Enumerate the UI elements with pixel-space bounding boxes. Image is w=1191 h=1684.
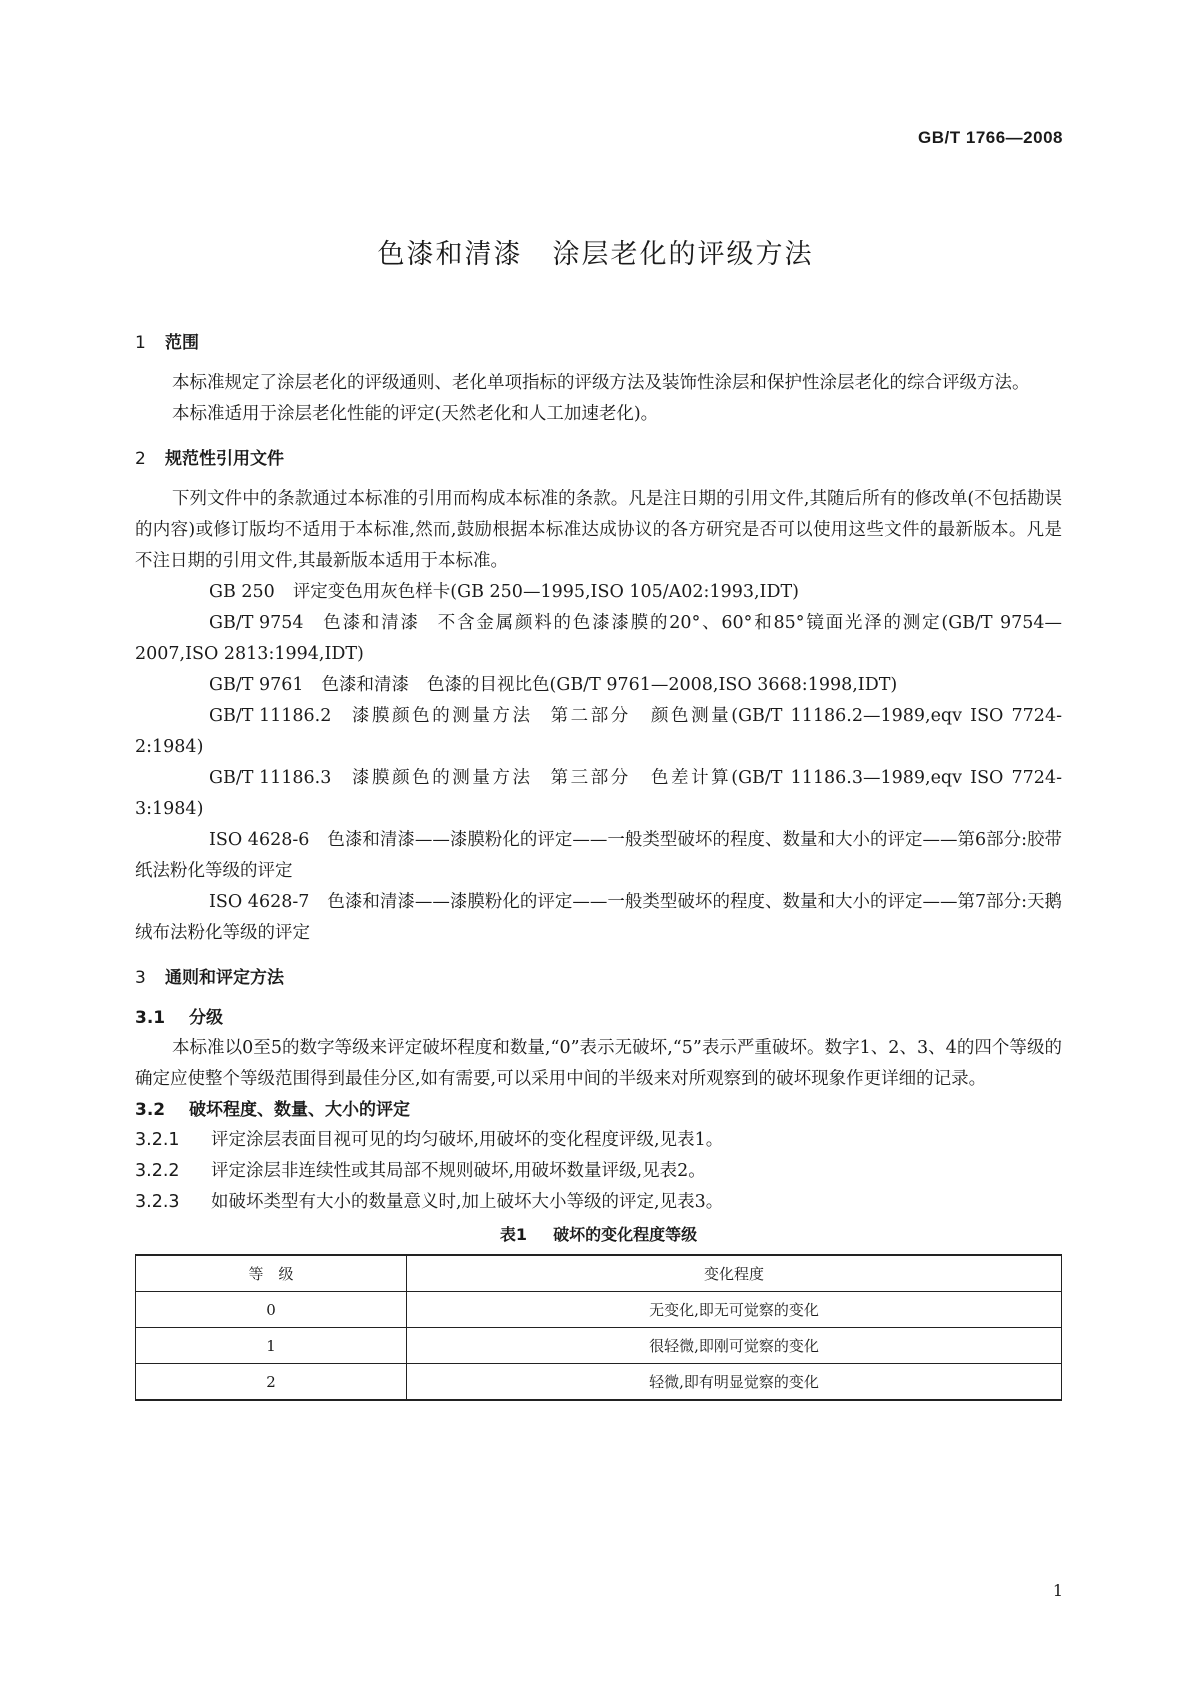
reference-item	[135, 763, 1062, 825]
table-row	[136, 1364, 1062, 1401]
reference-detail: 第三部分 色差计算(GB/T 11186.3—1989,eqv ISO 7724-3:1984)	[135, 768, 1062, 819]
reference-name: 色漆和清漆	[321, 613, 420, 633]
paragraph: 本标准适用于涂层老化性能的评定(天然老化和人工加速老化)。	[172, 404, 659, 424]
reference-name: 评定变色用灰色样卡(GB 250—1995,ISO 105/A02:1993,IDT)	[292, 582, 799, 602]
paragraph: 本标准以0至5的数字等级来评定破坏程度和数量,“0”表示无破坏,“5”表示严重破坏。数字1、2、3、4的四个等级的确定应使整个等级范围得到最佳分区,如有需要,可以采用中间的半级来对所观察到的破坏现象作更详细的记录。	[135, 1038, 1062, 1089]
section-number: 1	[135, 333, 146, 353]
clause-item	[135, 1125, 1062, 1156]
section-number: 2	[135, 449, 146, 469]
reference-code: GB/T 11186.2	[209, 706, 332, 726]
page-number: 1	[1052, 1581, 1063, 1600]
table-row	[136, 1292, 1062, 1328]
reference-detail: 色漆的目视比色(GB/T 9761—2008,ISO 3668:1998,IDT)	[427, 675, 898, 695]
reference-name: 色漆和清漆	[321, 675, 410, 695]
subsection-number: 3.2	[135, 1100, 166, 1120]
clause-text: 如破坏类型有大小的数量意义时,加上破坏大小等级的评定,见表3。	[211, 1192, 724, 1212]
reference-code: GB/T 9754	[209, 613, 304, 633]
subsection-title: 分级	[189, 1008, 223, 1028]
table-cell-degree: 很轻微,即刚可觉察的变化	[407, 1328, 1062, 1364]
document-body	[135, 328, 1062, 1401]
reference-code: ISO 4628-6	[209, 830, 310, 850]
grade-table	[135, 1254, 1062, 1401]
subsection-3-1-heading	[135, 1003, 1062, 1033]
reference-detail: 第二部分 颜色测量(GB/T 11186.2—1989,eqv ISO 7724-2:1984)	[135, 706, 1062, 757]
clause-number: 3.2.3	[135, 1192, 180, 1212]
subsection-3-2-heading	[135, 1095, 1062, 1125]
reference-item	[135, 887, 1062, 949]
clause-number: 3.2.1	[135, 1130, 180, 1150]
table-header-grade: 等 级	[136, 1255, 407, 1292]
reference-item	[135, 577, 1062, 608]
reference-detail: 不含金属颜料的色漆漆膜的20°、60°和85°镜面光泽的测定(GB/T 9754—2007,ISO 2813:1994,IDT)	[135, 613, 1063, 664]
reference-code: ISO 4628-7	[209, 892, 310, 912]
reference-name: 色漆和清漆——漆膜粉化的评定——一般类型破坏的程度、数量和大小的评定——第7部分:天鹅绒布法粉化等级的评定	[135, 892, 1062, 943]
table-row	[136, 1328, 1062, 1364]
table-label: 表1	[499, 1225, 528, 1244]
clause-item	[135, 1156, 1062, 1187]
document-title	[0, 232, 1191, 271]
table-cell-grade: 1	[136, 1328, 407, 1364]
table-cell-degree: 无变化,即无可觉察的变化	[407, 1292, 1062, 1328]
clause-text: 评定涂层表面目视可见的均匀破坏,用破坏的变化程度评级,见表1。	[211, 1130, 724, 1150]
clause-text: 评定涂层非连续性或其局部不规则破坏,用破坏数量评级,见表2。	[211, 1161, 706, 1181]
clause-item	[135, 1187, 1062, 1218]
clause-number: 3.2.2	[135, 1161, 180, 1181]
reference-item	[135, 701, 1062, 763]
section-number: 3	[135, 968, 146, 988]
table-caption-text: 破坏的变化程度等级	[553, 1225, 698, 1244]
subsection-number: 3.1	[135, 1008, 166, 1028]
reference-item	[135, 825, 1062, 887]
section-title: 通则和评定方法	[165, 968, 284, 988]
table-header-degree: 变化程度	[407, 1255, 1062, 1292]
table-header-row	[136, 1255, 1062, 1292]
table-cell-grade: 2	[136, 1364, 407, 1401]
standard-code: GB/T 1766—2008	[918, 128, 1063, 147]
section-3-heading	[135, 963, 1062, 993]
reference-name: 漆膜颜色的测量方法	[349, 706, 533, 726]
title-part-2: 涂层老化的评级方法	[552, 239, 814, 270]
title-part-1: 色漆和清漆	[377, 239, 523, 270]
reference-code: GB/T 9761	[209, 675, 304, 695]
table-cell-grade: 0	[136, 1292, 407, 1328]
section-1-heading	[135, 328, 1062, 358]
section-2-heading	[135, 444, 1062, 474]
table-cell-degree: 轻微,即有明显觉察的变化	[407, 1364, 1062, 1401]
reference-code: GB/T 11186.3	[209, 768, 332, 788]
reference-item	[135, 608, 1062, 670]
subsection-title: 破坏程度、数量、大小的评定	[189, 1100, 410, 1120]
paragraph: 本标准规定了涂层老化的评级通则、老化单项指标的评级方法及装饰性涂层和保护性涂层老化的综合评级方法。	[172, 373, 1030, 393]
reference-item	[135, 670, 1062, 701]
reference-name: 色漆和清漆——漆膜粉化的评定——一般类型破坏的程度、数量和大小的评定——第6部分:胶带纸法粉化等级的评定	[135, 830, 1062, 881]
reference-name: 漆膜颜色的测量方法	[349, 768, 533, 788]
paragraph: 下列文件中的条款通过本标准的引用而构成本标准的条款。凡是注日期的引用文件,其随后所有的修改单(不包括勘误的内容)或修订版均不适用于本标准,然而,鼓励根据本标准达成协议的各方研究是否可以使用这些文件的最新版本。凡是不注日期的引用文件,其最新版本适用于本标准。	[135, 489, 1062, 571]
table-caption	[135, 1220, 1062, 1250]
section-title: 范围	[165, 333, 199, 353]
reference-code: GB 250	[209, 582, 275, 602]
section-title: 规范性引用文件	[165, 449, 284, 469]
